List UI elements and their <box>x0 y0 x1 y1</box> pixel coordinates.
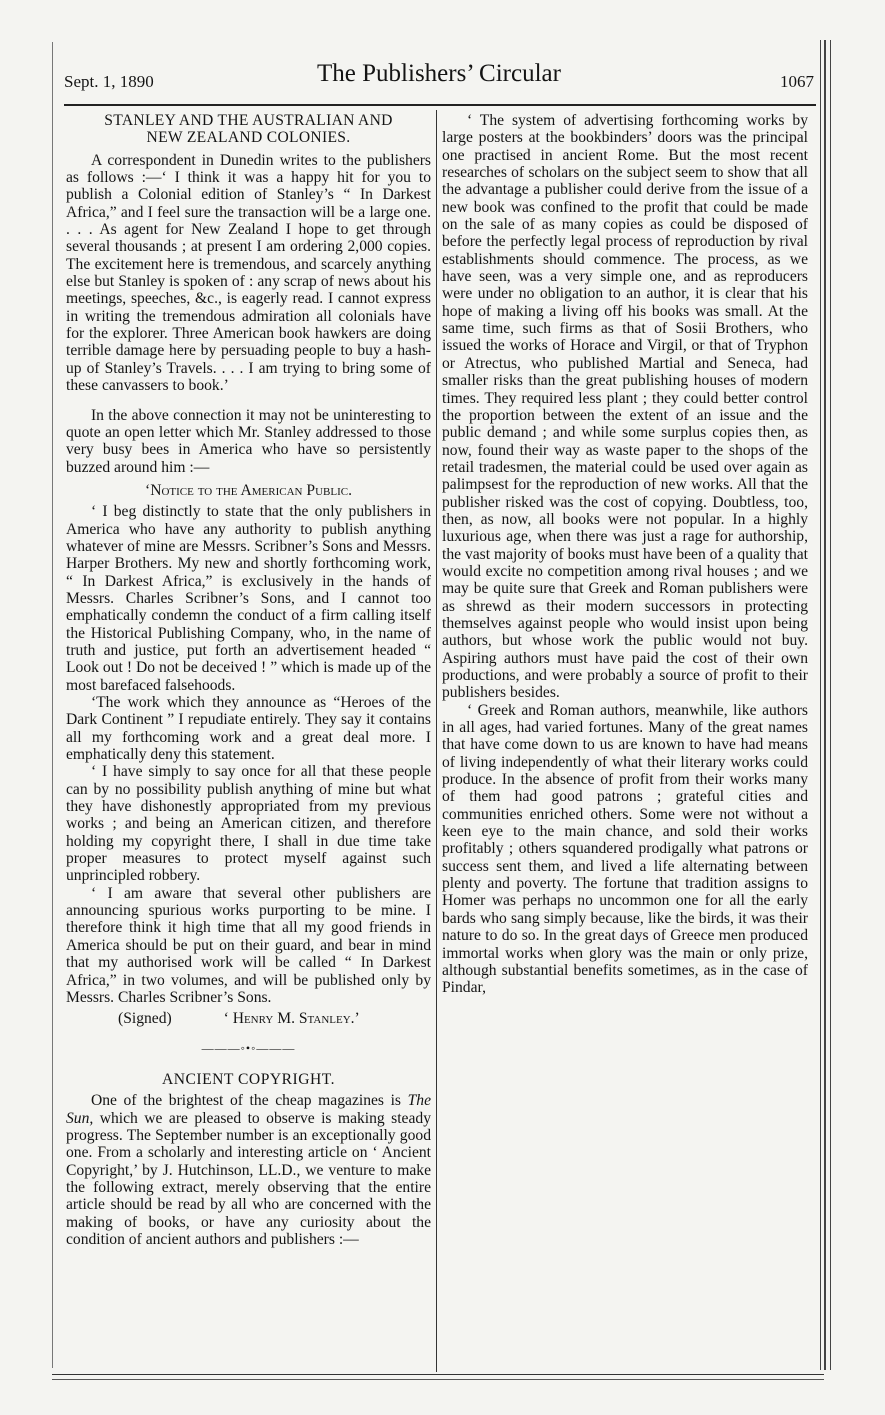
signed-name: ‘ Henry M. Stanley.’ <box>223 1010 360 1028</box>
article-paragraph: In the above connection it may not be uninteresting to quote an open letter which Mr. Stanley addressed to those very busy bees in America who have so persistently buzzed around him :— <box>66 406 431 476</box>
left-column <box>66 112 431 1248</box>
letter-paragraph: ‘ I have simply to say once for all that these people can by no possibility publish anything of mine but what they have dishonestly appropriated from my previous works ; and being an American citizen, and therefore holding my copyright there, I shall in due time take proper measures to protect myself against such unprincipled robbery. <box>66 763 431 885</box>
letter-heading: ‘Notice to the American Public. <box>145 481 352 499</box>
article-paragraph: ‘ Greek and Roman authors, meanwhile, like authors in all ages, had varied fortunes. Many of the great names that have come down to us are known to have had means of living independently of what their literary works could produce. In the absence of profit from their works many of them had good patrons ; grateful cities and communities enriched others. Some were not without a keen eye to the main chance, and sold their works profitably ; others squandered prodigally what patrons or success sent them, and lived a life alternating between plenty and poverty. The fortune that tradition assigns to Homer was perhaps no uncommon one for all the early bards who sang simply because, like the birds, it was their nature to do so. In the great days of Greece men produced immortal works when glory was the main or only prize, although substantial benefits sometimes, as in the case of Pindar, <box>442 701 808 997</box>
footer-rule-2 <box>52 1379 824 1380</box>
right-margin-rules <box>818 40 838 1370</box>
section-ornament: ———◦•◦——— <box>201 1040 296 1055</box>
running-head <box>64 58 814 98</box>
magazine-name: The Sun, <box>66 1092 431 1127</box>
paragraph-start: One of the brightest of the cheap magazines is <box>90 1092 408 1110</box>
letter-paragraph: ‘The work which they announce as “Heroes of the Dark Continent ” I repudiate entirely. They say it contains all my forthcoming work and a great deal more. I emphatically deny this statement. <box>66 694 431 764</box>
article-title-ancient-copyright: ANCIENT COPYRIGHT. <box>161 1070 336 1088</box>
signed-label: (Signed) <box>118 1010 172 1028</box>
letter-paragraph: ‘ I am aware that several other publishers are announcing spurious works purporting to be mine. I therefore think it high time that all my good friends in America should be put on their guard, and bear in mind that my authorised work will be called “ In Darkest Africa,” in two volumes, and will be published only by Messrs. Charles Scribner’s Sons. <box>66 884 431 1006</box>
paragraph-rest: which we are pleased to observe is making steady progress. The September number is an exceptionally good one. From a scholarly and interesting article on ‘ Ancient Copyright,’ by J. Hutchinson, LL.D., we venture to make the following extract, merely observing that the entire article should be read by all who are concerned with the making of books, or have any curiosity about the condition of ancient authors and publishers :— <box>66 1109 431 1248</box>
left-margin-rule <box>52 42 53 1368</box>
article-paragraph: A correspondent in Dunedin writes to the publishers as follows :—‘ I think it was a happy hit for you to publish a Colonial edition of Stanley’s “ In Darkest Africa,” and I feel sure the transaction will be a large one. . . . As agent for New Zealand I hope to get through several thousands ; at present I am ordering 2,000 copies. The excitement here is tremendous, and scarcely anything else but Stanley is spoken of : any scrap of news about his meetings, speeches, &c., is eagerly read. I cannot express in writing the tremendous admiration all colonials have for the explorer. Three American book hawkers are doing terrible damage here by persuading people to buy a hash-up of Stanley’s Travels. . . . I am trying to bring some of these canvassers to book.’ <box>66 151 431 395</box>
footer-rule <box>52 1374 824 1375</box>
article-paragraph <box>66 1092 431 1248</box>
journal-title: The Publishers’ Circular <box>317 60 561 87</box>
signature-line <box>66 1010 431 1027</box>
column-divider <box>436 110 437 1372</box>
article-title-stanley <box>66 112 431 147</box>
article-title-line-2: NEW ZEALAND COLONIES. <box>146 129 351 147</box>
page-number: 1067 <box>780 72 814 91</box>
header-rule <box>64 104 816 106</box>
article-title-line-1: STANLEY AND THE AUSTRALIAN AND <box>104 112 393 129</box>
right-column <box>442 112 808 997</box>
letter-paragraph: ‘ I beg distinctly to state that the only publishers in America who have any authority to publish anything whatever of mine are Messrs. Scribner’s Sons and Messrs. Harper Brothers. My new and shortly forthcoming work, “ In Darkest Africa,” is exclusively in the hands of Messrs. Charles Scribner’s Sons, and I cannot too emphatically condemn the conduct of a firm calling itself the Historical Publishing Company, who, in the name of truth and justice, put forth an advertisement headed “ Look out ! Do not be deceived ! ” which is made up of the most barefaced falsehoods. <box>66 503 431 694</box>
article-paragraph: ‘ The system of advertising forthcoming works by large posters at the bookbinders’ doors was the principal one practised in ancient Rome. But the most recent researches of scholars on the subject seem to show that all the advantage a publisher could derive from the issue of a new book was confined to the profit that could be made on the sale of as many copies as could be disposed of before the perfectly legal process of reproduction by rival establishments should commence. The process, as we have seen, was a very simple one, and as reproducers were under no obligation to an author, it is clear that his hope of making a living off his books was small. At the same time, such firms as that of Sosii Brothers, who issued the works of Horace and Virgil, or that of Tryphon or Atrectus, who published Martial and Seneca, had smaller risks than the great publishing houses of modern times. They required less plant ; they could better control the proportion between the extent of an issue and the public demand ; and while some surplus copies then, as now, found their way as waste paper to the shops of the retail tradesmen, the material could be used over again as palimpsest for the reproduction of new works. All that the publisher risked was the cost of copying. Doubtless, too, then, as now, all books were not popular. In a highly luxurious age, when there was just a rage for authorship, the vast majority of books must have been of a quality that would excite no competition among rival houses ; and we may be quite sure that Greek and Roman publishers were as shrewd as their modern successors in protecting themselves against people who would insist upon being authors, but whose work the public would not buy. Aspiring authors must have paid the cost of their own productions, and were probably a source of profit to their publishers besides. <box>442 112 808 702</box>
issue-date: Sept. 1, 1890 <box>64 72 154 91</box>
